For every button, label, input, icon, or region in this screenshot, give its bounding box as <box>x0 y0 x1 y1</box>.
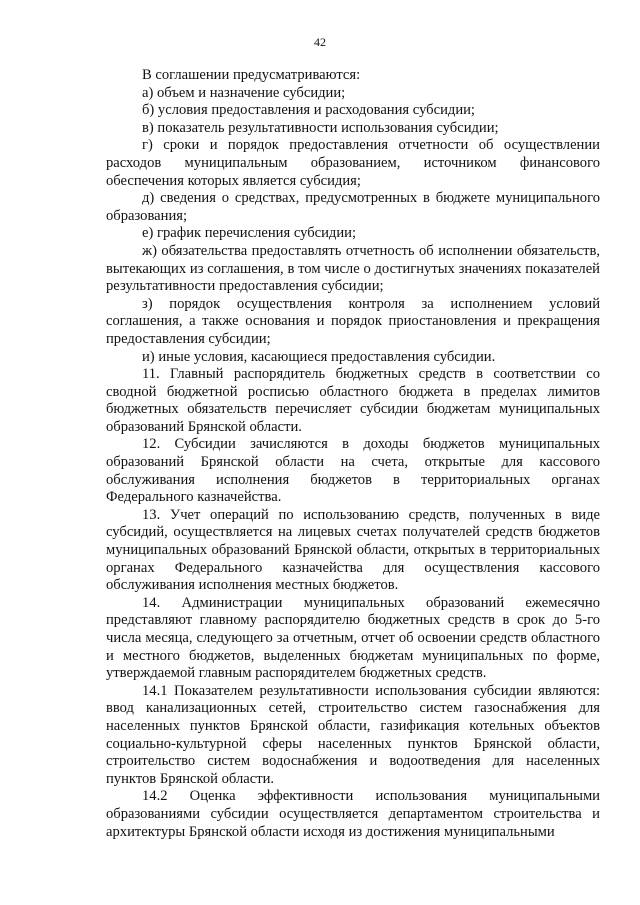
paragraph-13: 13. Учет операций по использованию средств, полученных в виде субсидий, осуществляется на лицевых счетах получателей средств бюджетов муниципальных образований Брянской области, открытых в территориальных органах Федерального казначейства для осуществления кассового обслуживания исполнения местных бюджетов. <box>106 506 600 594</box>
page-number: 42 <box>314 35 326 49</box>
list-item: д) сведения о средствах, предусмотренных в бюджете муниципального образования; <box>106 190 600 224</box>
list-item: ж) обязательства предоставлять отчетность об исполнении обязательств, вытекающих из соглашения, в том числе о достигнутых значениях показателей результативности предоставления субсидии; <box>106 242 600 295</box>
paragraph-14-1: 14.1 Показателем результативности использования субсидии являются: ввод канализационных сетей, строительство систем газоснабжения для населенных пунктов Брянской области, газификация котельных объектов социально-культурной сферы населенных пунктов Брянской области, строительство систем водоснабжения и водоотведения для населенных пунктов Брянской области. <box>106 682 600 787</box>
paragraph-12: 12. Субсидии зачисляются в доходы бюджетов муниципальных образований Брянской области на счета, открытые для кассового обслуживания исполнения бюджетов в территориальных органах Федерального казначейства. <box>106 436 600 506</box>
paragraph-11: 11. Главный распорядитель бюджетных средств в соответствии со сводной бюджетной росписью областного бюджета в пределах лимитов бюджетных обязательств перечисляет субсидии бюджетам муниципальных образований Брянской области. <box>106 366 600 435</box>
paragraph-14: 14. Администрации муниципальных образований ежемесячно представляют главному распорядителю бюджетных средств в срок до 5-го числа месяца, следующего за отчетным, отчет об освоении средств областного и местного бюджетов, выделенных бюджетам муниципальных по форме, утверждаемой главным распорядителем бюджетных средств. <box>106 594 600 682</box>
document-body <box>106 67 600 841</box>
list-item: в) показатель результативности использования субсидии; <box>142 119 499 136</box>
list-item: з) порядок осуществления контроля за исполнением условий соглашения, а также основания и порядок приостановления и прекращения предоставления субсидии; <box>106 295 600 347</box>
list-item: б) условия предоставления и расходования субсидии; <box>142 102 475 119</box>
paragraph: В соглашении предусматриваются: <box>142 67 361 83</box>
paragraph-14-2: 14.2 Оценка эффективности использования муниципальными образованиями субсидии осуществляется департаментом строительства и архитектуры Брянской области исходя из достижения муниципальными <box>106 788 600 840</box>
list-item: а) объем и назначение субсидии; <box>142 84 346 101</box>
list-item: е) график перечисления субсидии; <box>142 225 357 242</box>
list-item: г) сроки и порядок предоставления отчетности об осуществлении расходов муниципальным образованием, источником финансового обеспечения которых является субсидия; <box>106 137 600 189</box>
list-item: и) иные условия, касающиеся предоставления субсидии. <box>142 348 496 365</box>
